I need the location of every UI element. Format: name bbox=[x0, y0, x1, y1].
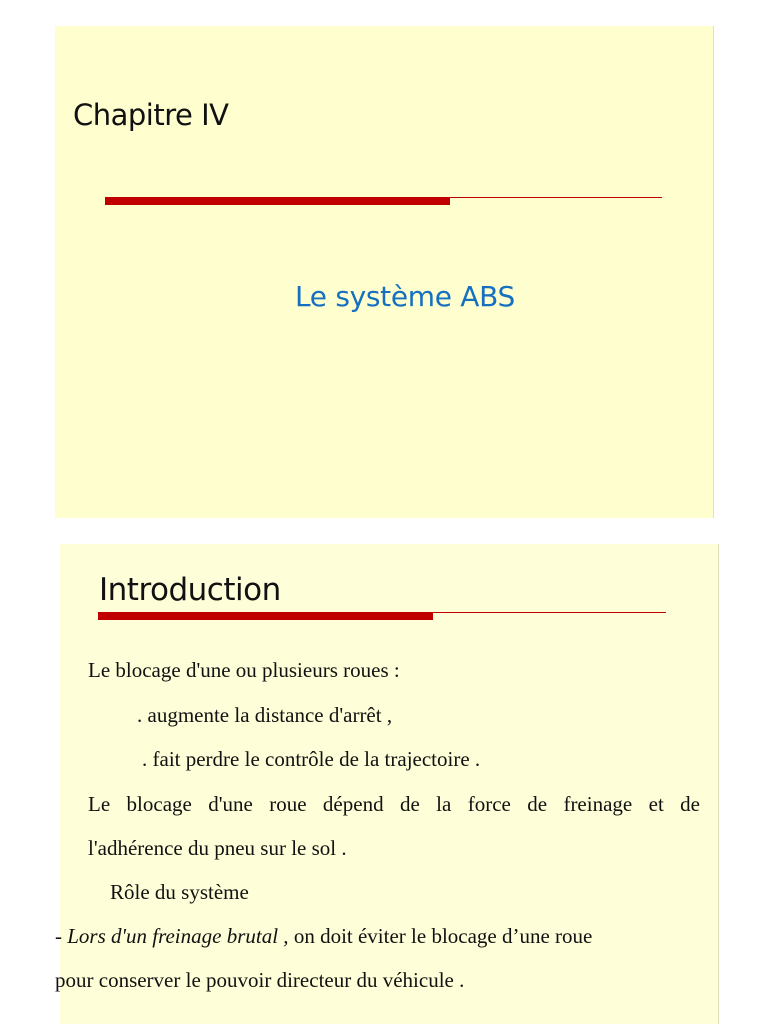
chapter-heading: Chapitre IV bbox=[73, 98, 229, 132]
body-line: Le blocage d'une roue dépend de la force de freinage et de bbox=[88, 792, 700, 816]
body-line: pour conserver le pouvoir directeur du véhicule . bbox=[55, 968, 465, 992]
introduction-slide bbox=[55, 544, 719, 1024]
slide-title: Le système ABS bbox=[295, 280, 516, 313]
body-line: l'adhérence du pneu sur le sol . bbox=[88, 836, 347, 860]
body-text: on doit éviter le blocage d’une roue bbox=[288, 924, 593, 948]
subsection-label: Rôle du système bbox=[110, 880, 249, 904]
bullet-item: . fait perdre le contrôle de la trajectoire . bbox=[142, 747, 481, 771]
body-line: Le blocage d'une ou plusieurs roues : bbox=[88, 658, 400, 682]
section-heading: Introduction bbox=[99, 572, 281, 608]
heading-underline-thin bbox=[98, 612, 666, 613]
body-line bbox=[55, 924, 700, 949]
title-slide bbox=[55, 26, 714, 518]
emphasis-text: - Lors d'un freinage brutal , bbox=[55, 924, 289, 948]
heading-underline-thick bbox=[105, 198, 450, 205]
heading-underline-thick bbox=[98, 613, 433, 620]
bullet-item: . augmente la distance d'arrêt , bbox=[137, 703, 393, 727]
heading-underline-thin bbox=[105, 197, 662, 198]
